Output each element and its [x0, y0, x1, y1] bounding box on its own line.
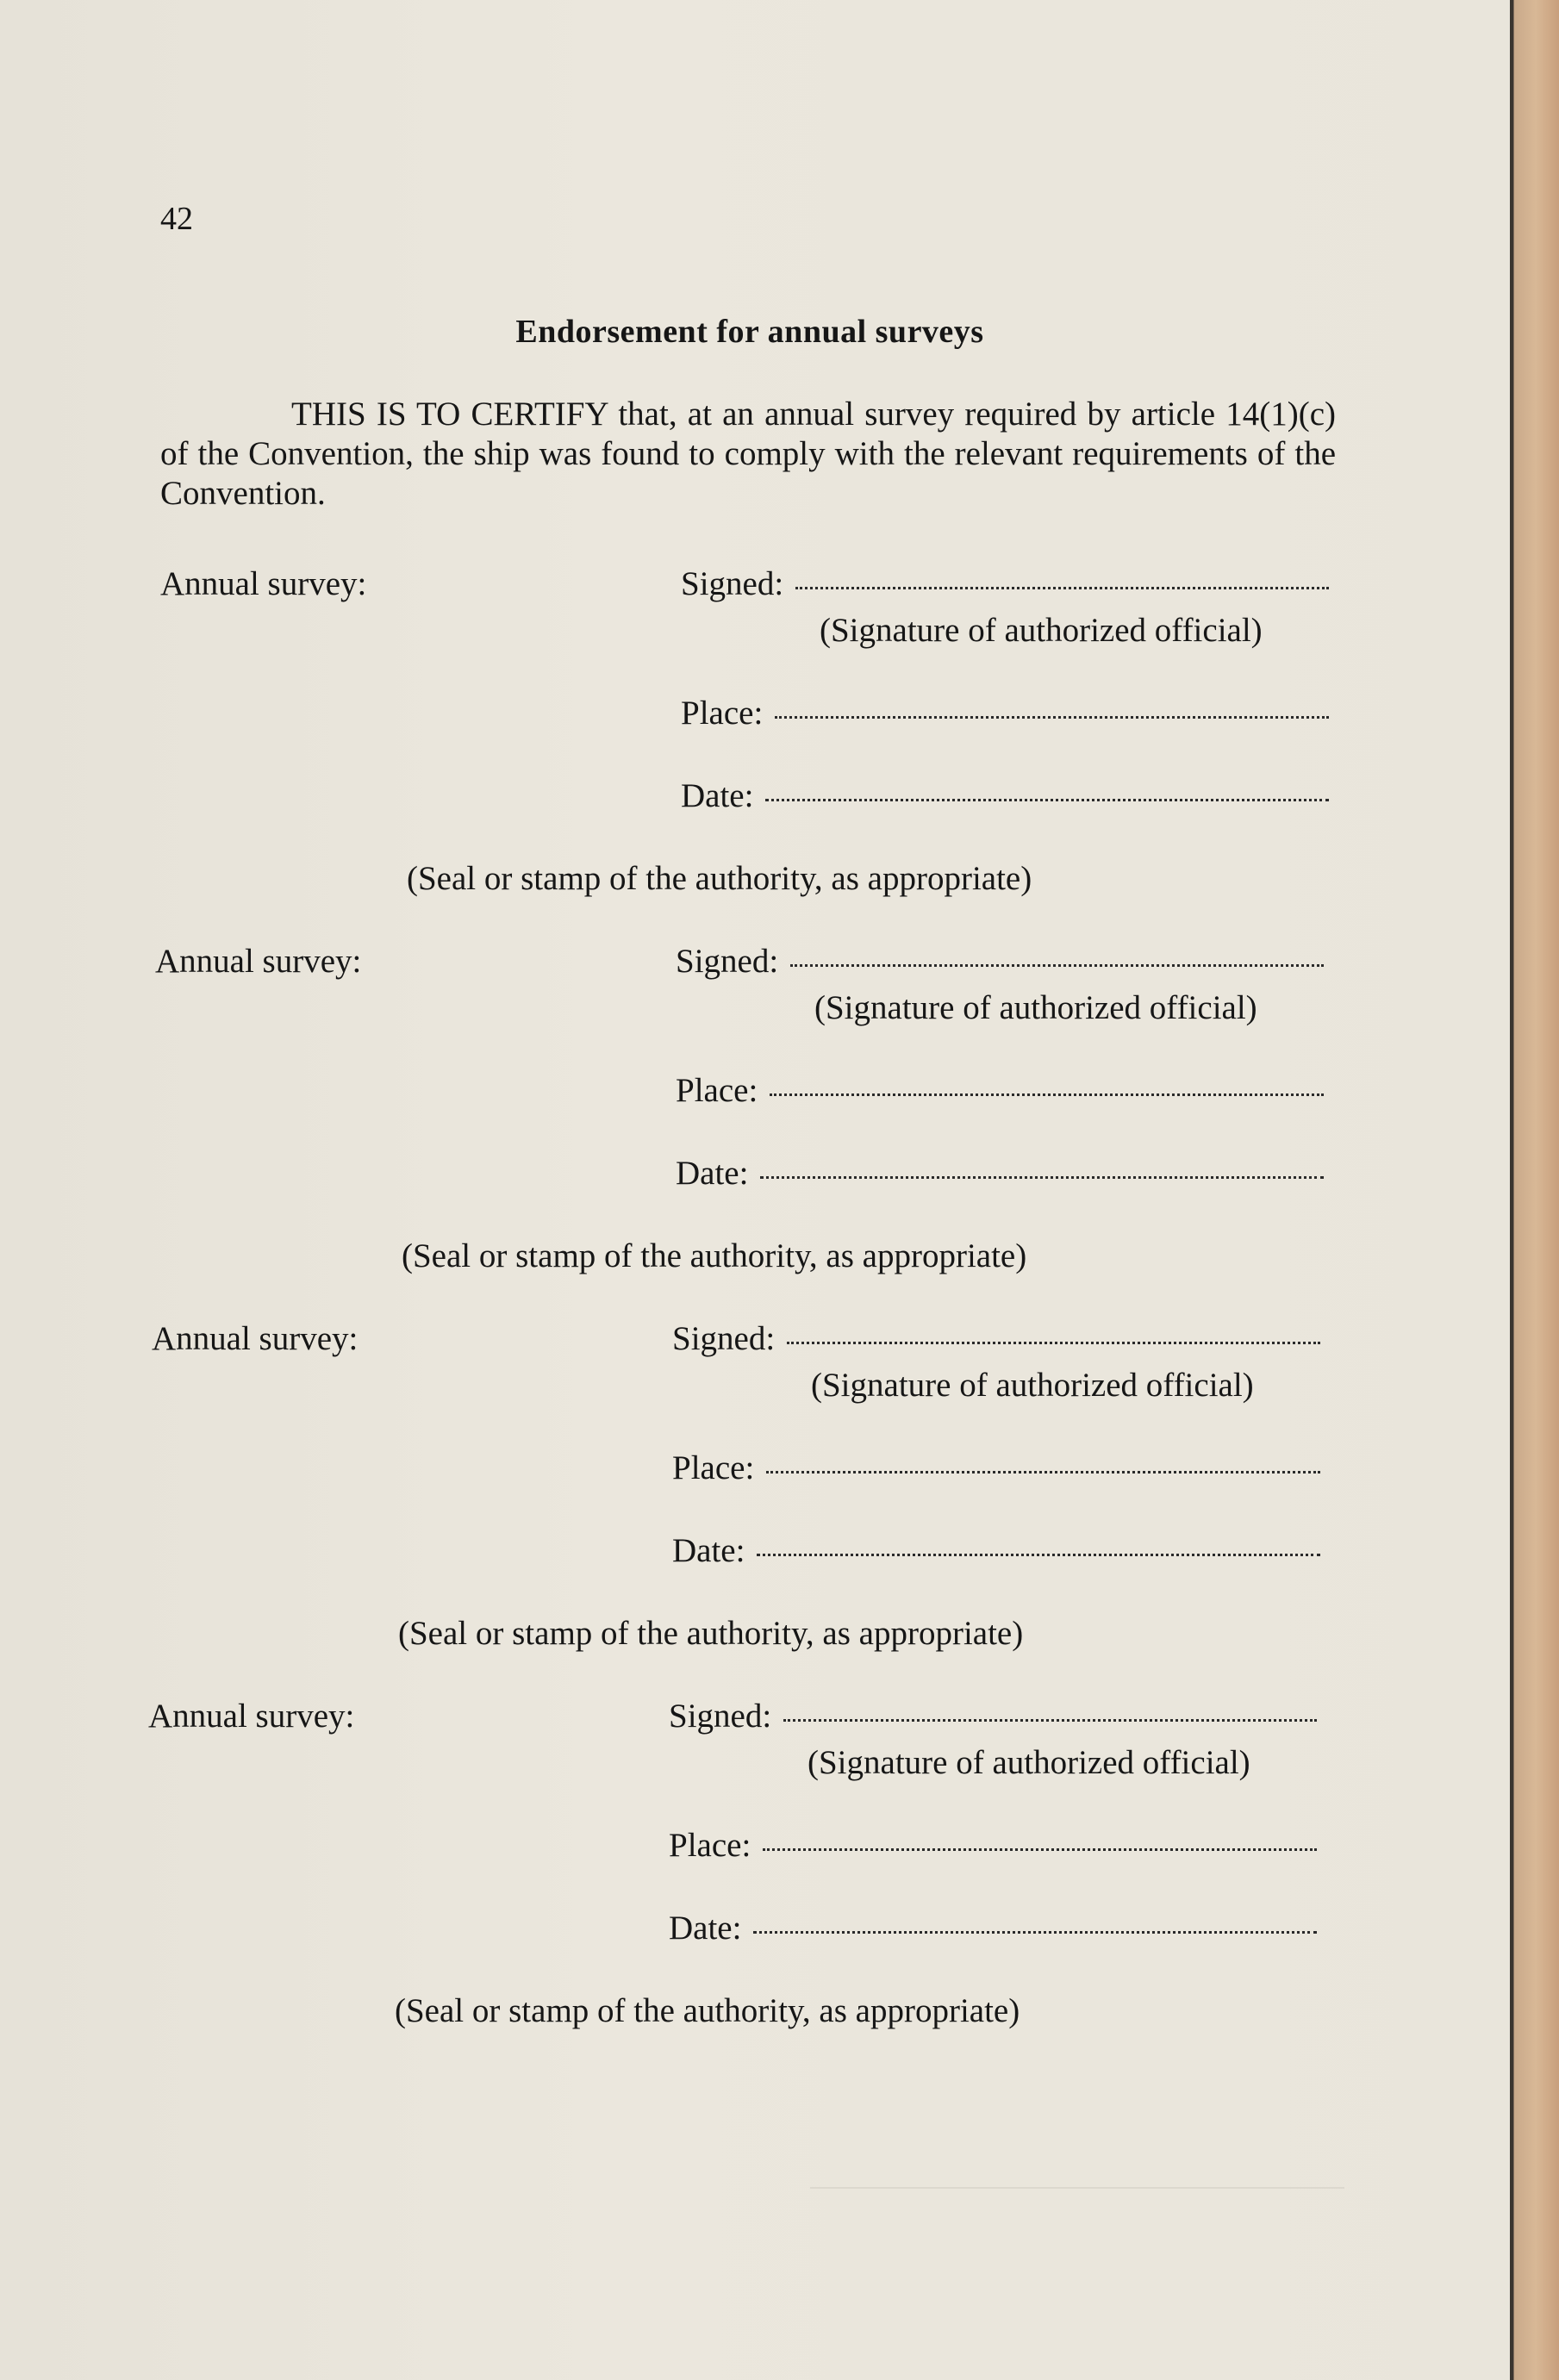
place-label: Place: [669, 1827, 751, 1864]
page-number: 42 [160, 201, 193, 237]
footnote-divider [810, 2187, 1344, 2189]
date-field[interactable] [672, 1531, 1320, 1570]
place-field[interactable] [669, 1826, 1317, 1865]
annual-survey-block-3 [152, 1319, 1531, 1681]
date-label: Date: [676, 1155, 749, 1192]
place-field[interactable] [681, 694, 1329, 732]
annual-survey-block-4 [148, 1697, 1527, 2059]
signed-field[interactable] [669, 1697, 1317, 1735]
signed-label: Signed: [681, 565, 784, 602]
date-label: Date: [681, 777, 754, 814]
annual-survey-label: Annual survey: [152, 1320, 359, 1357]
place-line[interactable] [766, 1471, 1320, 1473]
book-page-edge [1510, 0, 1559, 2380]
date-line[interactable] [753, 1931, 1317, 1934]
signature-line[interactable] [790, 964, 1324, 967]
date-line[interactable] [757, 1554, 1320, 1556]
date-line[interactable] [760, 1176, 1324, 1179]
annual-survey-label: Annual survey: [155, 943, 362, 980]
date-field[interactable] [681, 776, 1329, 815]
signed-label: Signed: [669, 1698, 772, 1735]
signed-field[interactable] [676, 942, 1324, 981]
signed-field[interactable] [672, 1319, 1320, 1358]
signature-caption: (Signature of authorized official) [808, 1744, 1250, 1781]
signature-caption: (Signature of authorized official) [811, 1367, 1254, 1404]
annual-survey-block-1 [160, 564, 1539, 926]
signature-line[interactable] [787, 1342, 1320, 1344]
signature-caption: (Signature of authorized official) [814, 989, 1257, 1026]
place-label: Place: [672, 1449, 755, 1486]
signature-caption: (Signature of authorized official) [820, 612, 1263, 649]
annual-survey-label: Annual survey: [148, 1698, 355, 1735]
page-title: Endorsement for annual surveys [515, 314, 984, 350]
date-field[interactable] [669, 1909, 1317, 1947]
annual-survey-label: Annual survey: [160, 565, 367, 602]
signed-label: Signed: [672, 1320, 776, 1357]
signature-line[interactable] [783, 1719, 1317, 1722]
place-line[interactable] [763, 1848, 1317, 1851]
signed-field[interactable] [681, 564, 1329, 603]
date-label: Date: [672, 1532, 745, 1569]
place-field[interactable] [676, 1071, 1324, 1110]
seal-caption: (Seal or stamp of the authority, as appropriate) [398, 1615, 1024, 1652]
date-line[interactable] [765, 799, 1329, 801]
seal-caption: (Seal or stamp of the authority, as appropriate) [395, 1992, 1020, 2029]
place-line[interactable] [775, 716, 1329, 719]
seal-caption: (Seal or stamp of the authority, as appropriate) [402, 1237, 1027, 1274]
place-label: Place: [681, 695, 764, 732]
place-field[interactable] [672, 1449, 1320, 1487]
seal-caption: (Seal or stamp of the authority, as appropriate) [407, 860, 1032, 897]
signed-label: Signed: [676, 943, 779, 980]
place-line[interactable] [770, 1093, 1324, 1096]
certification-paragraph: THIS IS TO CERTIFY that, at an annual survey required by article 14(1)(c) of the Convention, the ship was found to comply with the relevant requirements of the Convention. [160, 396, 1336, 512]
signature-line[interactable] [795, 587, 1329, 589]
annual-survey-block-2 [155, 942, 1534, 1304]
place-label: Place: [676, 1072, 758, 1109]
date-label: Date: [669, 1910, 742, 1947]
date-field[interactable] [676, 1154, 1324, 1193]
